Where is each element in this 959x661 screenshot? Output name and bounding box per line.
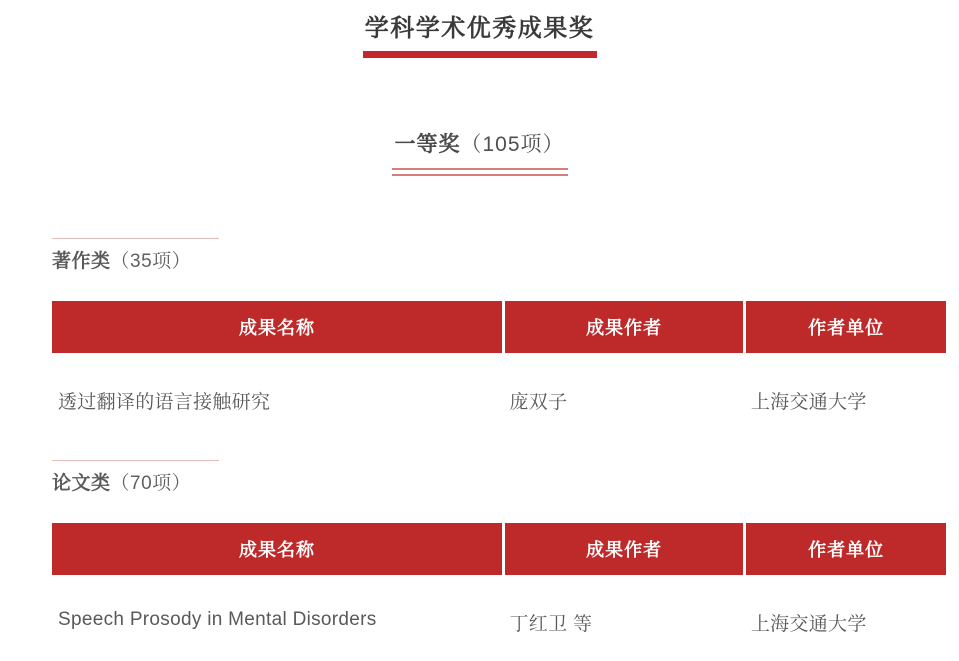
section-count: （70项）: [110, 473, 192, 494]
books-table-header-row: [52, 301, 946, 353]
table-row: [52, 575, 946, 661]
cell-author: 丁红卫 等: [509, 614, 593, 635]
section-rule: [52, 460, 219, 461]
cell-affiliation: 上海交通大学: [750, 392, 867, 413]
prize-double-underline: [392, 168, 568, 176]
col-header-author-affiliation: 作者单位: [745, 523, 946, 575]
col-header-author-affiliation: 作者单位: [745, 301, 946, 353]
title-block: [0, 0, 959, 58]
section-count: （35项）: [110, 251, 192, 272]
col-header-achievement-author: 成果作者: [503, 301, 744, 353]
section-books: [52, 238, 946, 441]
papers-table-header-row: [52, 523, 946, 575]
cell-affiliation: 上海交通大学: [750, 614, 867, 635]
cell-achievement-title: 透过翻译的语言接触研究: [58, 392, 271, 413]
section-papers: [52, 460, 946, 661]
rule-line-bottom: [392, 174, 568, 176]
table-row: [52, 353, 946, 441]
rule-line-top: [392, 168, 568, 170]
col-header-achievement-name: 成果名称: [52, 301, 503, 353]
col-header-achievement-name: 成果名称: [52, 523, 503, 575]
col-header-achievement-author: 成果作者: [503, 523, 744, 575]
section-heading-books: [52, 248, 946, 276]
prize-heading: [0, 130, 959, 160]
books-table: [52, 301, 946, 441]
section-name: 著作类: [52, 251, 111, 272]
prize-block: [0, 130, 959, 176]
papers-table: [52, 523, 946, 661]
section-heading-papers: [52, 470, 946, 498]
prize-count: （105项）: [460, 133, 565, 156]
content-area: [52, 238, 946, 661]
section-rule: [52, 238, 219, 239]
page-title: 学科学术优秀成果奖: [364, 15, 595, 42]
cell-author: 庞双子: [509, 392, 568, 413]
cell-achievement-title: Speech Prosody in Mental Disorders: [58, 609, 377, 630]
title-underline-bar: [363, 51, 597, 58]
prize-name: 一等奖: [394, 133, 461, 156]
section-name: 论文类: [52, 473, 111, 494]
